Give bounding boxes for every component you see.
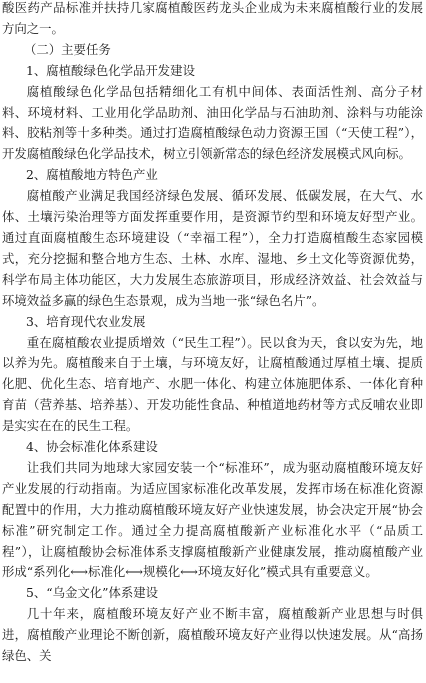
lead-paragraph: 酸医药产品标准并扶持几家腐植酸医药龙头企业成为未来腐植酸行业的发展方向之一。	[2, 0, 423, 36]
item-body-5: 几十年来，腐植酸环境友好产业不断丰富，腐植酸新产业思想与时俱进，腐植酸产业理论不断创新，腐植酸环境友好产业得以快速发展。从“高扬绿色、关	[2, 606, 423, 664]
item-body-3: 重在腐植酸农业提质增效（“民生工程”）。民以食为天，食以安为先，地以养为先。腐植酸来自于土壤，与环境友好，让腐植酸通过厚植土壤、提质化肥、优化生态、培育地产、水肥一体化、构建立体施肥体系、一体化育种育苗（营养基、培养基）、开发功能性食品、种植道地药材等方式反哺农业即是实实在在的民生工程。	[2, 334, 423, 434]
section-heading: （二）主要任务	[24, 41, 111, 57]
item-heading-4: 4、协会标准化体系建设	[26, 439, 158, 455]
item-heading-3: 3、培育现代农业发展	[26, 313, 146, 329]
item-heading-2: 2、腐植酸地方特色产业	[26, 167, 158, 183]
item-heading-5: 5、“乌金文化”体系建设	[26, 585, 159, 601]
item-heading-1: 1、腐植酸绿色化学品开发建设	[26, 62, 195, 78]
item-body-1: 腐植酸绿色化学品包括精细化工有机中间体、表面活性剂、高分子材料、环境材料、工业用化学品助剂、油田化学品与石油助剂、涂料与功能涂料、胶粘剂等十多种类。通过打造腐植酸绿色动力资源王国（“天使工程”），开发腐植酸绿色化学品技术，树立引领新常态的绿色经济发展模式风向标。	[2, 83, 423, 162]
item-body-2: 腐植酸产业满足我国经济绿色发展、循环发展、低碳发展，在大气、水体、土壤污染治理等方面发挥重要作用，是资源节约型和环境友好型产业。通过直面腐植酸生态环境建设（“幸福工程”），全力打造腐植酸生态家园模式，充分挖掘和整合地方生态、土林、水库、湿地、乡土文化等资源优势，科学布局主体功能区，大力发展生态旅游项目，形成经济效益、社会效益与环境效益多赢的绿色生态景观，成为当地一张“绿色名片”。	[2, 188, 423, 308]
item-body-4: 让我们共同为地球大家园安装一个“标准环”，成为驱动腐植酸环境友好产业发展的行动指南。为适应国家标准化改革发展，发挥市场在标准化资源配置中的作用，大力推动腐植酸环境友好产业快速发展，协会决定开展“协会标准”研究制定工作。通过全力提高腐植酸新产业标准化水平（“品质工程”），让腐植酸协会标准体系支撑腐植酸新产业健康发展，推动腐植酸产业形成“系列化⟷标准化⟷规模化⟷环境友好化”模式具有重要意义。	[2, 459, 423, 580]
